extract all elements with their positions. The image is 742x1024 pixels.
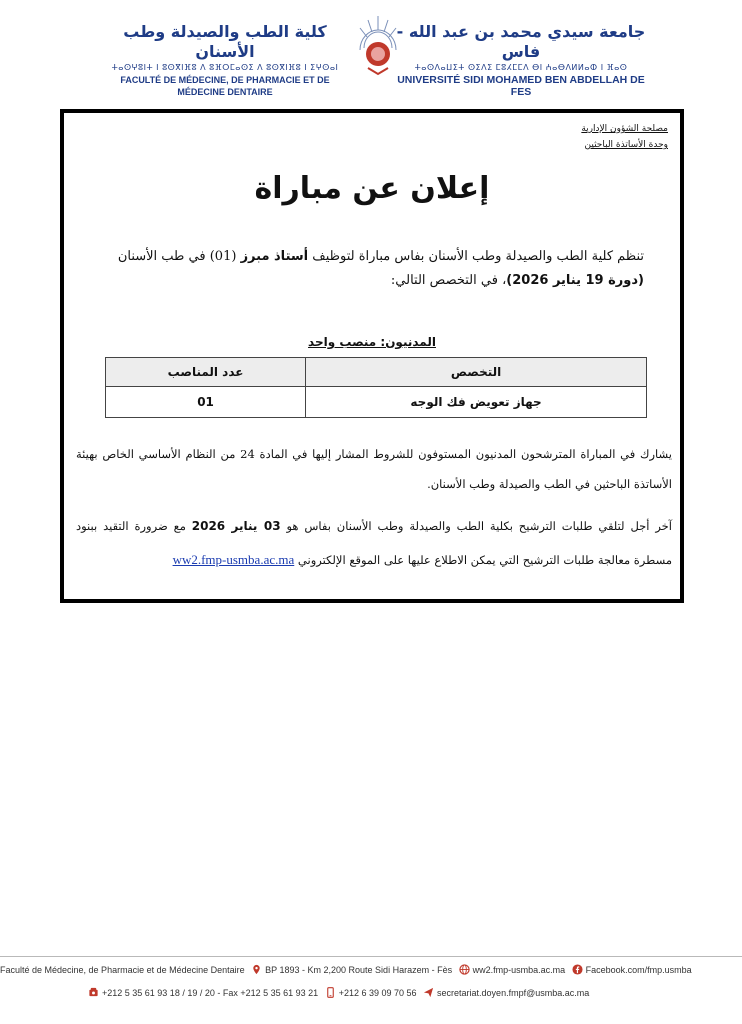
globe-icon [459, 964, 470, 975]
intro-session: (دورة 19 يناير 2026) [506, 273, 644, 288]
deadline-date: 03 يناير 2026 [191, 519, 281, 533]
deadline-paragraph [76, 509, 672, 577]
deadline-text-a: آخر أجل لتلقي طلبات الترشيح بكلية الطب والصيدلة وطب الأسنان بفاس هو [280, 519, 672, 533]
intro-position: أستاذ مبرز [240, 249, 309, 264]
cell-specialty: جهاز تعويض فك الوجه [306, 387, 647, 418]
recipients-label: المدنيون: منصب واحد [308, 335, 436, 349]
faculty-name-tifinagh: ⵜⴰⵙⵖⵓⵏⵜ ⵏ ⵓⵙⴳⵏⴼⵓ ⴷ ⵓⴼⵔⵎⴰⵙⵉ ⴷ ⵓⵙⴳⵏⴼⵓ ⵏ ⵉⵖⵙⴰⵏ [111, 63, 339, 72]
facebook-icon [572, 964, 583, 975]
faculty-header [96, 22, 354, 98]
specialty-table [105, 357, 647, 418]
footer-divider [0, 956, 742, 957]
conditions-paragraph: يشارك في المباراة المترشحون المدنيون المستوفون للشروط المشار إليها في المادة 24 من النظام الأساسي الخاص بهيئة الأساتذة الباحثين في الطب والصيدلة وطب الأسنان. [76, 447, 673, 491]
footer-line-1 [0, 964, 742, 975]
university-name-french: UNIVERSITÉ SIDI MOHAMED BEN ABDELLAH DE FES [397, 74, 645, 98]
mobile-icon [325, 987, 336, 998]
cell-positions: 01 [106, 387, 306, 418]
col-header-positions: عدد المناصب [106, 358, 306, 387]
footer-mobile: +212 6 39 09 70 56 [338, 988, 417, 998]
footer-email[interactable]: secretariat.doyen.fmpf@usmba.ac.ma [437, 988, 590, 998]
footer-faculty: Faculté de Médecine, de Pharmacie et de Médecine Dentaire [0, 965, 245, 975]
footer-phone: +212 5 35 61 93 18 / 19 / 20 - Fax +212 5 35 61 93 21 [102, 988, 319, 998]
table-row [106, 387, 647, 418]
col-header-specialty: التخصص [306, 358, 647, 387]
intro-text-c: ، في التخصص التالي: [390, 273, 507, 288]
website-link[interactable]: ww2.fmp-usmba.ac.ma [172, 552, 295, 567]
phone-icon [88, 987, 99, 998]
service-line-1: مصلحة الشؤون الإدارية [581, 124, 668, 134]
footer-website[interactable]: ww2.fmp-usmba.ac.ma [472, 965, 566, 975]
location-pin-icon [251, 964, 262, 975]
university-header [396, 22, 646, 98]
footer-line-2 [84, 987, 589, 998]
intro-paragraph [100, 245, 644, 293]
table-header-row [106, 358, 647, 387]
intro-text-a: تنظم كلية الطب والصيدلة وطب الأسنان بفاس مباراة لتوظيف [308, 249, 644, 264]
faculty-name-french: FACULTÉ DE MÉDECINE, DE PHARMACIE ET DE MÉDECINE DENTAIRE [120, 75, 330, 97]
notice-title: إعلان عن مباراة [254, 171, 490, 206]
service-block [581, 121, 668, 153]
service-line-2: وحدة الأساتذة الباحثين [584, 140, 668, 150]
deadline-text-b: مع ضرورة التقيد ببنود مسطرة معالجة طلبات الترشيح التي يمكن الاطلاع عليها على الموقع الإلكتروني [76, 519, 672, 567]
footer-facebook[interactable]: Facebook.com/fmp.usmba [585, 965, 692, 975]
faculty-name-arabic: كلية الطب والصيدلة وطب الأسنان [123, 22, 327, 61]
footer-address: BP 1893 - Km 2,200 Route Sidi Harazem - Fès [265, 965, 453, 975]
intro-text-b: (01) في طب الأسنان [117, 249, 241, 264]
university-name-tifinagh: ⵜⴰⵙⴷⴰⵡⵉⵜ ⵙⵉⴷⵉ ⵎⵓⵃⵎⵎⴷ ⴱⵏ ⵄⴰⴱⴷⵍⵍⴰⵀ ⵏ ⴼⴰⵙ [414, 63, 628, 72]
email-icon [423, 987, 434, 998]
university-logo [354, 12, 402, 76]
university-name-arabic: جامعة سيدي محمد بن عبد الله - فاس [396, 22, 646, 61]
notice-frame [60, 109, 684, 603]
